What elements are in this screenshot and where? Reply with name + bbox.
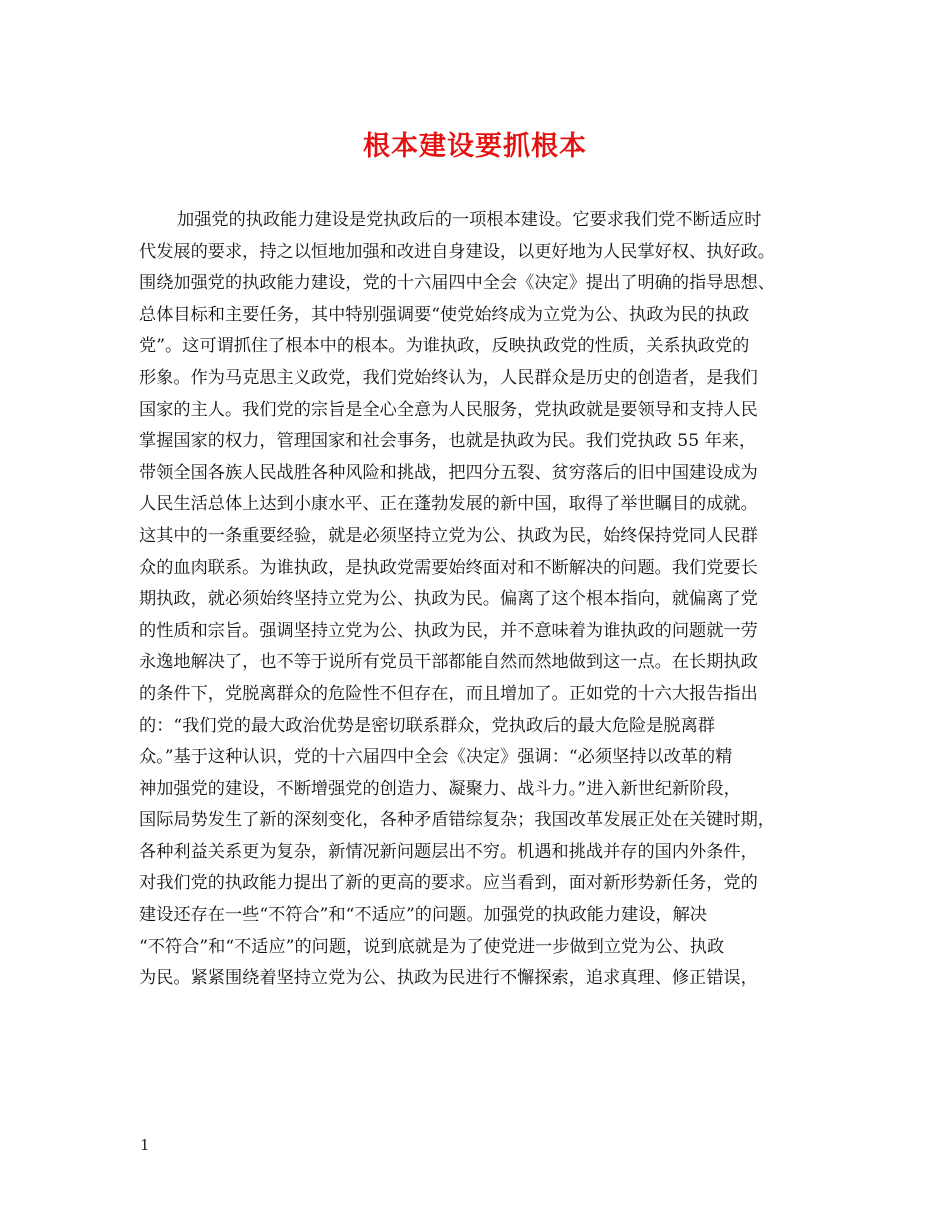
paragraph-line: 的：“我们党的最大政治优势是密切联系群众，党执政后的最大危险是脱离群 xyxy=(139,715,715,736)
paragraph-line: 神加强党的建设，不断增强党的创造力、凝聚力、战斗力。”进入新世纪新阶段， xyxy=(139,778,741,799)
paragraph-line: 掌握国家的权力，管理国家和社会事务，也就是执政为民。我们党执政 55 年来， xyxy=(139,431,757,452)
paragraph-line: 期执政，就必须始终坚持立党为公、执政为民。偏离了这个根本指向，就偏离了党 xyxy=(139,589,758,610)
paragraph-line: 的性质和宗旨。强调坚持立党为公、执政为民，并不意味着为谁执政的问题就一劳 xyxy=(139,620,758,641)
paragraph-line: 众的血肉联系。为谁执政，是执政党需要始终面对和不断解决的问题。我们党要长 xyxy=(139,557,758,578)
paragraph-line: 人民生活总体上达到小康水平、正在蓬勃发展的新中国，取得了举世瞩目的成就。 xyxy=(139,494,758,515)
paragraph-line: 加强党的执政能力建设是党执政后的一项根本建设。它要求我们党不断适应时 xyxy=(177,210,762,230)
paragraph-line: 带领全国各族人民战胜各种风险和挑战，把四分五裂、贫穷落后的旧中国建设成为 xyxy=(139,462,758,483)
paragraph-line: 围绕加强党的执政能力建设，党的十六届四中全会《决定》提出了明确的指导思想、 xyxy=(139,273,775,294)
paragraph-line: 建设还存在一些“不符合”和“不适应”的问题。加强党的执政能力建设，解决 xyxy=(139,905,707,926)
paragraph-line: 的条件下，党脱离群众的危险性不但存在，而且增加了。正如党的十六大报告指出 xyxy=(139,683,758,704)
paragraph-line: “不符合”和“不适应”的问题，说到底就是为了使党进一步做到立党为公、执政 xyxy=(139,936,725,957)
paragraph-line: 国际局势发生了新的深刻变化，各种矛盾错综复杂；我国改革发展正处在关键时期， xyxy=(139,810,775,831)
paragraph-line: 形象。作为马克思主义政党，我们党始终认为，人民群众是历史的创造者，是我们 xyxy=(139,367,758,388)
paragraph-line: 总体目标和主要任务，其中特别强调要“使党始终成为立党为公、执政为民的执政 xyxy=(139,304,750,325)
body-paragraph xyxy=(139,205,839,995)
paragraph-line: 党”。这可谓抓住了根本中的根本。为谁执政，反映执政党的性质，关系执政党的 xyxy=(139,336,750,357)
paragraph-line: 众。”基于这种认识，党的十六届四中全会《决定》强调：“必须坚持以改革的精 xyxy=(139,747,733,768)
paragraph-line: 代发展的要求，持之以恒地加强和改进自身建设，以更好地为人民掌好权、执好政。 xyxy=(139,241,775,262)
page-number: 1 xyxy=(140,1136,150,1154)
document-title: 根本建设要抓根本 xyxy=(363,131,587,162)
paragraph-line: 对我们党的执政能力提出了新的更高的要求。应当看到，面对新形势新任务，党的 xyxy=(139,873,758,894)
paragraph-line: 各种利益关系更为复杂，新情况新问题层出不穷。机遇和挑战并存的国内外条件， xyxy=(139,841,758,862)
paragraph-line: 国家的主人。我们党的宗旨是全心全意为人民服务，党执政就是要领导和支持人民 xyxy=(139,399,758,420)
paragraph-line: 这其中的一条重要经验，就是必须坚持立党为公、执政为民，始终保持党同人民群 xyxy=(139,525,758,546)
paragraph-line: 永逸地解决了，也不等于说所有党员干部都能自然而然地做到这一点。在长期执政 xyxy=(139,652,758,673)
paragraph-line: 为民。紧紧围绕着坚持立党为公、执政为民进行不懈探索，追求真理、修正错误， xyxy=(139,968,758,989)
